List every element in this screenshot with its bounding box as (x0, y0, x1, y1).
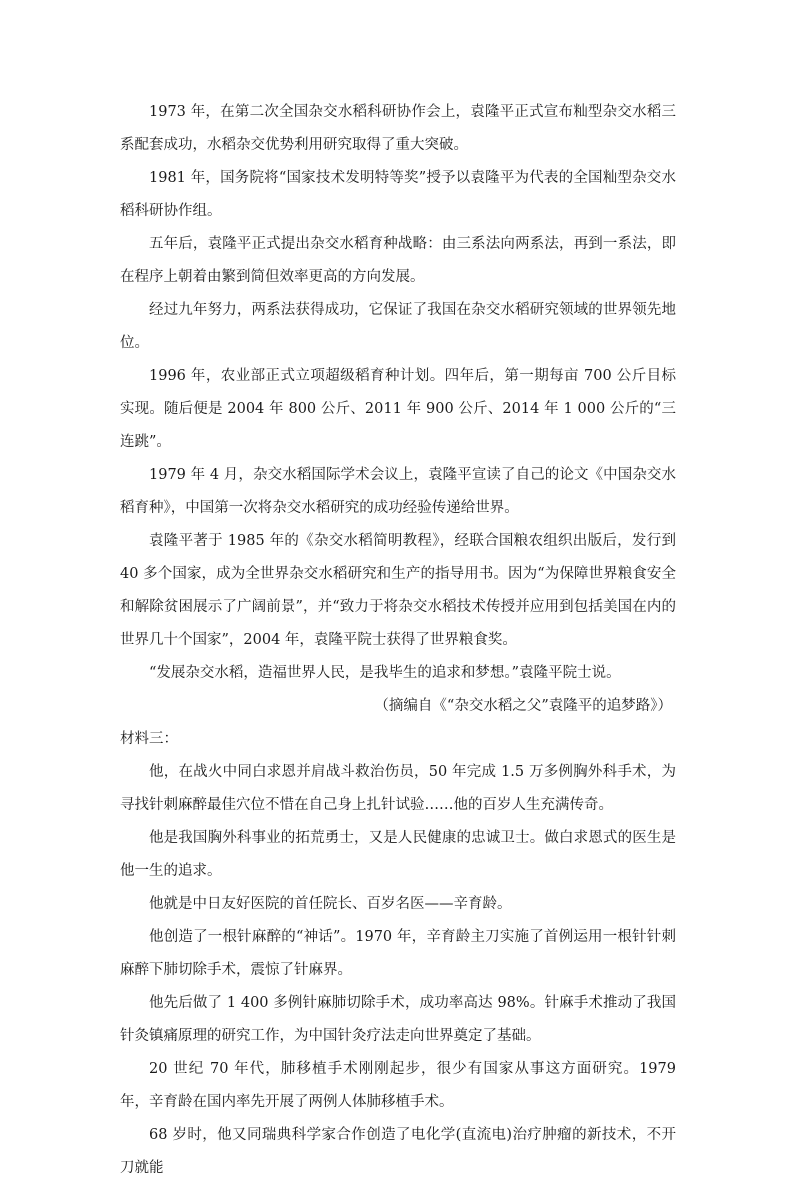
paragraph-five-years-later: 五年后，袁隆平正式提出杂交水稻育种战略：由三系法向两系法，再到一系法，即在程序上朝着由繁到简但效率更高的方向发展。 (120, 236, 676, 285)
paragraph-1981: 1981 年，国务院将“国家技术发明特等奖”授予以袁隆平为代表的全国籼型杂交水稻科研协作组。 (120, 170, 676, 219)
paragraph-battle: 他，在战火中同白求恩并肩战斗救治伤员，50 年完成 1.5 万多例胸外科手术，为寻找针刺麻醉最佳穴位不惜在自己身上扎针试验……他的百岁人生充满传奇。 (120, 764, 676, 813)
paragraph-textbook: 袁隆平著于 1985 年的《杂交水稻简明教程》，经联合国粮农组织出版后，发行到 40 多个国家，成为全世界杂交水稻研究和生产的指导用书。因为“为保障世界粮食安全和解除贫困展示了广阔前景”，并“致力于将杂交水稻技术传授并应用到包括美国在内的世界几十个国家”，2004 年，袁隆平院士获得了世界粮食奖。 (120, 533, 676, 648)
paragraph-surgeries: 他先后做了 1 400 多例针麻肺切除手术，成功率高达 98%。针麻手术推动了我国针灸镇痛原理的研究工作，为中国针灸疗法走向世界奠定了基础。 (120, 995, 676, 1044)
paragraph-quote: “发展杂交水稻，造福世界人民，是我毕生的追求和梦想。”袁隆平院士说。 (149, 665, 621, 681)
paragraph-1979-conference: 1979 年 4 月，杂交水稻国际学术会议上，袁隆平宣读了自己的论文《中国杂交水稻育种》，中国第一次将杂交水稻研究的成功经验传递给世界。 (120, 467, 676, 516)
paragraph-lung-transplant: 20 世纪 70 年代，肺移植手术刚刚起步，很少有国家从事这方面研究。1979 年，辛育龄在国内率先开展了两例人体肺移植手术。 (120, 1061, 676, 1110)
paragraph-acupuncture-myth: 他创造了一根针麻醉的“神话”。1970 年，辛育龄主刀实施了首例运用一根针针刺麻醉下肺切除手术，震惊了针麻界。 (120, 929, 676, 978)
paragraph-electrochemistry: 68 岁时，他又同瑞典科学家合作创造了电化学(直流电)治疗肿瘤的新技术，不开刀就能 (120, 1127, 676, 1176)
paragraph-1973: 1973 年，在第二次全国杂交水稻科研协作会上，袁隆平正式宣布籼型杂交水稻三系配套成功，水稻杂交优势利用研究取得了重大突破。 (120, 104, 676, 153)
source-citation: （摘编自《“杂交水稻之父”袁隆平的追梦路》） (374, 698, 672, 714)
paragraph-identity: 他就是中日友好医院的首任院长、百岁名医——辛育龄。 (149, 896, 512, 912)
paragraph-pioneer: 他是我国胸外科事业的拓荒勇士，又是人民健康的忠诚卫士。做白求恩式的医生是他一生的追求。 (120, 830, 676, 879)
paragraph-1996: 1996 年，农业部正式立项超级稻育种计划。四年后，第一期每亩 700 公斤目标实现。随后便是 2004 年 800 公斤、2011 年 900 公斤、2014 年 1 000 公斤的“三连跳”。 (120, 368, 676, 450)
document-page (120, 96, 676, 1185)
paragraph-nine-years: 经过九年努力，两系法获得成功，它保证了我国在杂交水稻研究领域的世界领先地位。 (120, 302, 676, 351)
material-three-heading: 材料三： (120, 731, 178, 747)
